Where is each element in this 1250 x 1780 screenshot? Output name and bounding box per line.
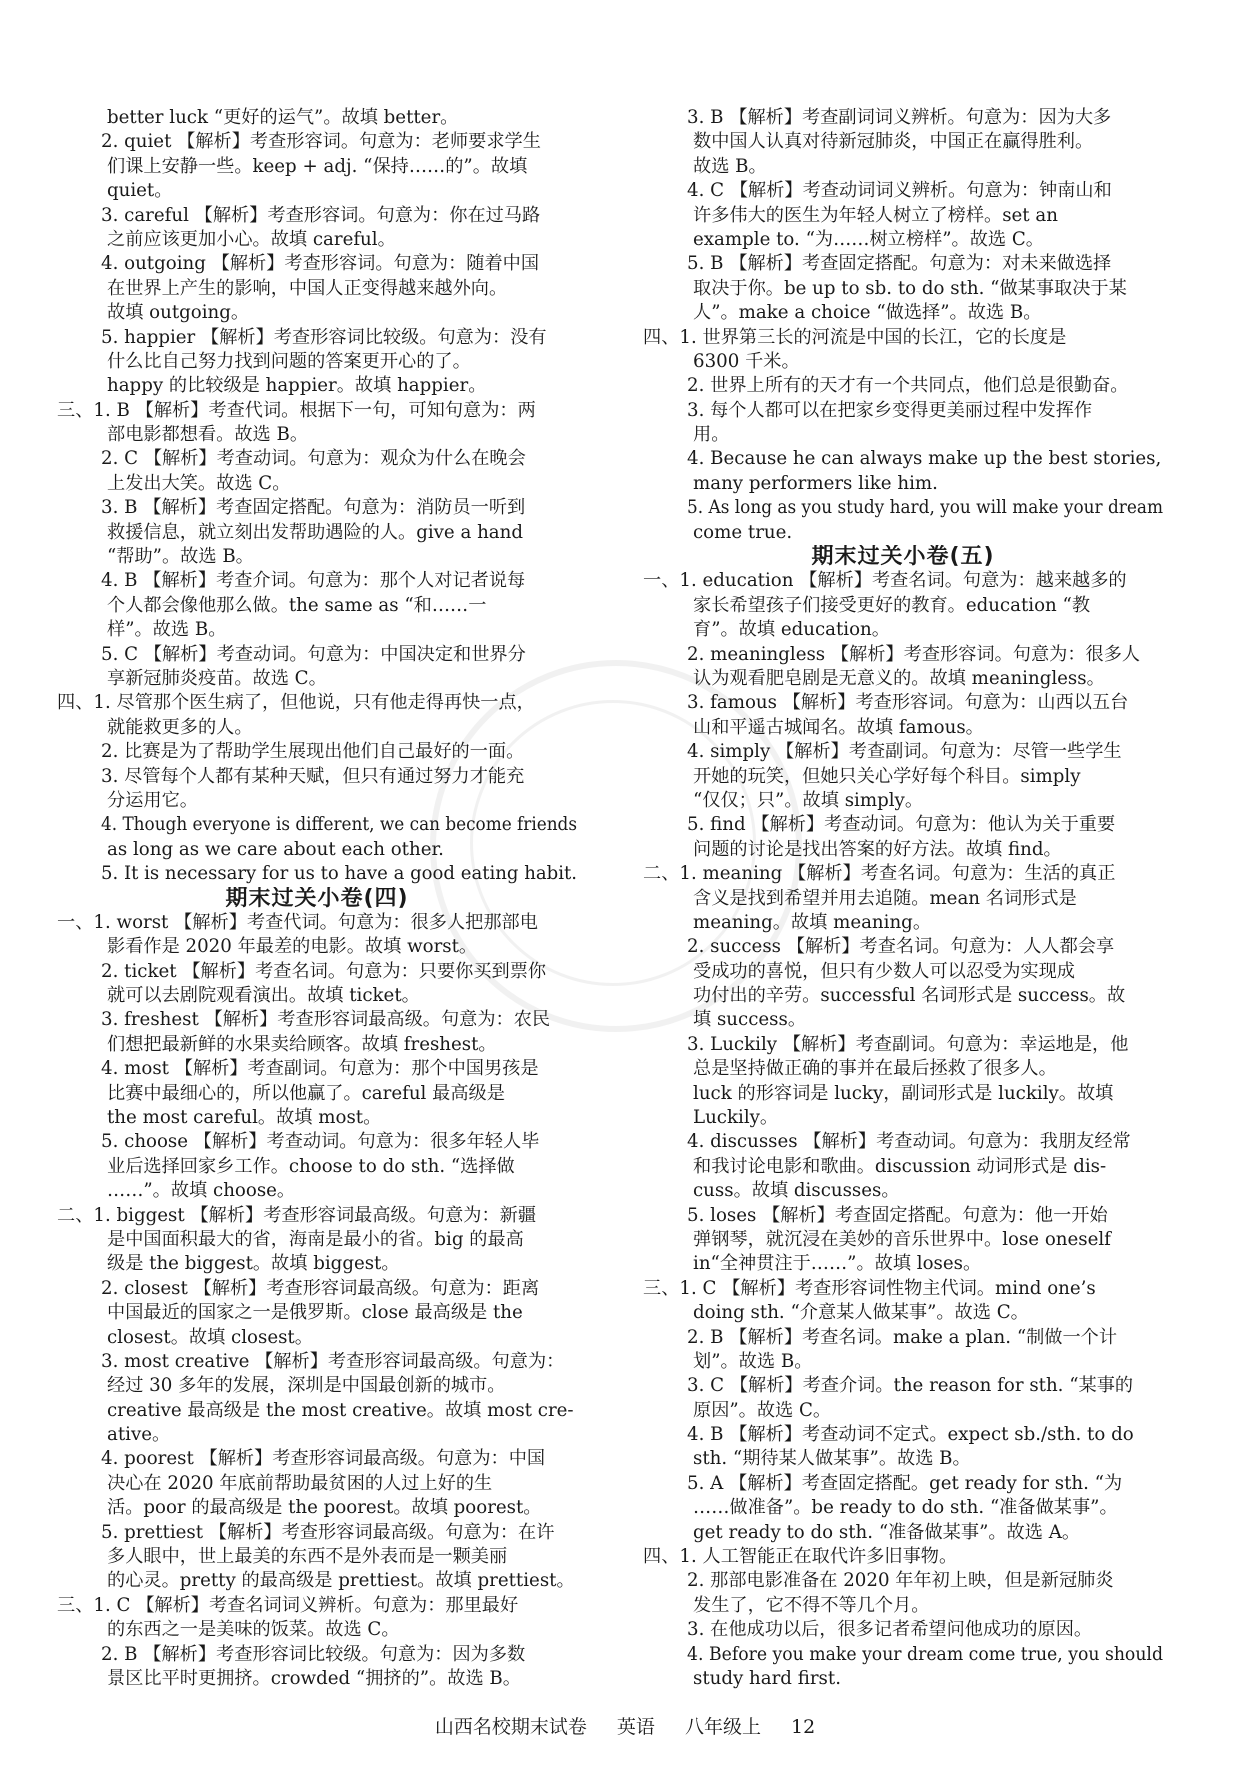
answer-line: 功付出的辛劳。successful 名词形式是 success。故 bbox=[693, 985, 1126, 1007]
answer-line: 5. A 【解析】考查固定搭配。get ready for sth. “为 bbox=[687, 1472, 1123, 1494]
answer-line: 5. loses 【解析】考查固定搭配。句意为：他一开始 bbox=[687, 1204, 1108, 1226]
answer-line: 总是坚持做正确的事并在最后拯救了很多人。 bbox=[693, 1058, 1057, 1080]
answer-line: 在世界上产生的影响，中国人正变得越来越外向。 bbox=[107, 277, 508, 299]
answer-line: 问题的讨论是找出答案的好方法。故填 find。 bbox=[693, 838, 1062, 860]
answer-line: 5. It is necessary for us to have a good eating habit. bbox=[101, 863, 577, 885]
answer-line: 3. careful 【解析】考查形容词。句意为：你在过马路 bbox=[101, 204, 541, 226]
answer-line: 5. choose 【解析】考查动词。句意为：很多年轻人毕 bbox=[101, 1131, 540, 1153]
answer-line: 4. discusses 【解析】考查动词。句意为：我朋友经常 bbox=[687, 1131, 1131, 1153]
answer-line: 5. happier 【解析】考查形容词比较级。句意为：没有 bbox=[101, 326, 547, 348]
answer-line: 影看作是 2020 年最差的电影。故填 worst。 bbox=[107, 936, 478, 958]
answer-line: 景区比平时更拥挤。crowded “拥挤的”。故选 B。 bbox=[107, 1668, 521, 1689]
answer-line: 5. find 【解析】考查动词。句意为：他认为关于重要 bbox=[687, 814, 1116, 836]
answer-line: 的东西之一是美味的饭菜。故选 C。 bbox=[107, 1619, 400, 1641]
answer-line: 和我讨论电影和歌曲。discussion 动词形式是 dis- bbox=[693, 1155, 1107, 1177]
answer-line: 4. Because he can always make up the best stories, bbox=[687, 448, 1162, 470]
answer-line: quiet。 bbox=[107, 180, 173, 202]
answer-line: 就可以去剧院观看演出。故填 ticket。 bbox=[107, 985, 420, 1007]
answer-line: 级是 the biggest。故填 biggest。 bbox=[107, 1253, 400, 1275]
answer-line: luck 的形容词是 lucky，副词形式是 luckily。故填 bbox=[693, 1082, 1114, 1104]
answer-line: 含义是找到希望并用去追随。mean 名词形式是 bbox=[693, 887, 1077, 909]
section-title: 期末过关小卷(四) bbox=[225, 886, 409, 911]
answer-line: “帮助”。故选 B。 bbox=[107, 546, 254, 568]
answer-line: 的心灵。pretty 的最高级是 prettiest。故填 prettiest。 bbox=[107, 1570, 575, 1592]
answer-line: 2. quiet 【解析】考查形容词。句意为：老师要求学生 bbox=[101, 131, 541, 153]
answer-line: 中国最近的国家之一是俄罗斯。close 最高级是 the bbox=[107, 1302, 523, 1324]
answer-line: 2. B 【解析】考查形容词比较级。句意为：因为多数 bbox=[101, 1643, 526, 1665]
answer-line: 三、1. C 【解析】考查名词词义辨析。句意为：那里最好 bbox=[57, 1594, 519, 1616]
answer-line: 3. Luckily 【解析】考查副词。句意为：幸运地是，他 bbox=[687, 1033, 1129, 1055]
answer-line: 部电影都想看。故选 B。 bbox=[107, 424, 309, 446]
answer-line: “仅仅；只”。故填 simply。 bbox=[693, 789, 924, 811]
answer-line: 家长希望孩子们接受更好的教育。education “教 bbox=[693, 594, 1091, 616]
answer-line: 故填 outgoing。 bbox=[107, 302, 250, 324]
answer-line: 育”。故填 education。 bbox=[693, 619, 890, 641]
answer-line: 2. meaningless 【解析】考查形容词。句意为：很多人 bbox=[687, 643, 1141, 665]
answer-line: 4. B 【解析】考查介词。句意为：那个人对记者说每 bbox=[101, 570, 526, 592]
footer-subject: 英语 bbox=[616, 1716, 655, 1738]
answer-line: creative 最高级是 the most creative。故填 most cre- bbox=[107, 1399, 574, 1421]
answer-line: 们想把最新鲜的水果卖给顾客。故填 freshest。 bbox=[107, 1033, 497, 1055]
answer-line: 3. C 【解析】考查介词。the reason for sth. “某事的 bbox=[687, 1375, 1134, 1397]
answer-line: 经过 30 多年的发展，深圳是中国最创新的城市。 bbox=[107, 1375, 506, 1397]
footer-page-number: 12 bbox=[791, 1716, 816, 1738]
answer-line: 们课上安静一些。keep + adj. “保持……的”。故填 bbox=[107, 155, 528, 177]
answer-line: 3. B 【解析】考查固定搭配。句意为：消防员一听到 bbox=[101, 497, 526, 519]
answer-line: 6300 千米。 bbox=[693, 350, 800, 372]
answer-line: the most careful。故填 most。 bbox=[107, 1107, 382, 1129]
answer-line: doing sth. “介意某人做某事”。故选 C。 bbox=[693, 1302, 1029, 1324]
answer-line: 二、1. meaning 【解析】考查名词。句意为：生活的真正 bbox=[643, 863, 1116, 885]
answer-line: 决心在 2020 年底前帮助最贫困的人过上好的生 bbox=[107, 1472, 493, 1494]
answer-line: happy 的比较级是 happier。故填 happier。 bbox=[107, 375, 487, 397]
answer-line: 二、1. biggest 【解析】考查形容词最高级。句意为：新疆 bbox=[57, 1204, 537, 1226]
answer-line: 多人眼中，世上最美的东西不是外表而是一颗美丽 bbox=[107, 1546, 508, 1568]
answer-line: ……”。故填 choose。 bbox=[107, 1180, 296, 1202]
answer-line: 四、1. 世界第三长的河流是中国的长江，它的长度是 bbox=[643, 326, 1067, 348]
answer-line: 2. B 【解析】考查名词。make a plan. “制做一个计 bbox=[687, 1326, 1118, 1348]
answer-line: 3. 在他成功以后，很多记者希望问他成功的原因。 bbox=[687, 1619, 1093, 1641]
answer-line: 2. closest 【解析】考查形容词最高级。句意为：距离 bbox=[101, 1277, 540, 1299]
answer-line: better luck “更好的运气”。故填 better。 bbox=[107, 107, 459, 128]
answer-line: 分运用它。 bbox=[107, 789, 198, 811]
answer-line: 一、1. worst 【解析】考查代词。句意为：很多人把那部电 bbox=[57, 911, 538, 933]
footer-grade: 八年级上 bbox=[684, 1716, 761, 1738]
answer-line: ative。 bbox=[107, 1424, 171, 1446]
answer-line: 2. 那部电影准备在 2020 年年初上映，但是新冠肺炎 bbox=[687, 1570, 1114, 1592]
answer-line: as long as we care about each other. bbox=[107, 838, 444, 860]
answer-line: 三、1. C 【解析】考查形容词性物主代词。mind one’s bbox=[643, 1277, 1096, 1299]
answer-line: 许多伟大的医生为年轻人树立了榜样。set an bbox=[693, 204, 1058, 226]
answer-line: in“全神贯注于……”。故填 loses。 bbox=[693, 1253, 982, 1275]
answer-line: 取决于你。be up to sb. to do sth. “做某事取决于某 bbox=[693, 277, 1127, 299]
answer-line: 5. C 【解析】考查动词。句意为：中国决定和世界分 bbox=[101, 643, 526, 665]
answer-line: come true. bbox=[693, 521, 793, 543]
answer-line: 3. 每个人都可以在把家乡变得更美丽过程中发挥作 bbox=[687, 399, 1093, 421]
answer-line: 3. freshest 【解析】考查形容词最高级。句意为：农民 bbox=[101, 1009, 551, 1031]
answer-line: 4. B 【解析】考查动词不定式。expect sb./sth. to do bbox=[687, 1424, 1134, 1446]
answer-line: 什么比自己努力找到问题的答案更开心的了。 bbox=[107, 350, 471, 372]
page-footer bbox=[0, 1712, 1250, 1739]
answer-line: 用。 bbox=[693, 424, 730, 446]
answer-line: 享新冠肺炎疫苗。故选 C。 bbox=[107, 667, 327, 689]
answer-line: study hard first. bbox=[693, 1668, 841, 1689]
answer-line: 个人都会像他那么做。the same as “和……一 bbox=[107, 594, 487, 616]
answer-line: 样”。故选 B。 bbox=[107, 619, 227, 641]
answer-line: 2. success 【解析】考查名词。句意为：人人都会享 bbox=[687, 936, 1115, 958]
answer-line: 2. C 【解析】考查动词。句意为：观众为什么在晚会 bbox=[101, 448, 526, 470]
left-column bbox=[57, 106, 577, 1691]
answer-line: 上发出大笑。故选 C。 bbox=[107, 472, 291, 494]
answer-line: meaning。故填 meaning。 bbox=[693, 911, 932, 933]
answer-line: 4. most 【解析】考查副词。句意为：那个中国男孩是 bbox=[101, 1058, 539, 1080]
answer-line: 5. B 【解析】考查固定搭配。句意为：对未来做选择 bbox=[687, 253, 1112, 275]
answer-line: 四、1. 人工智能正在取代许多旧事物。 bbox=[643, 1546, 958, 1568]
answer-line: example to. “为……树立榜样”。故选 C。 bbox=[693, 228, 1044, 250]
answer-line: get ready to do sth. “准备做某事”。故选 A。 bbox=[693, 1521, 1081, 1543]
answer-line: 3. most creative 【解析】考查形容词最高级。句意为： bbox=[101, 1350, 565, 1372]
answer-line: 比赛中最细心的，所以他赢了。careful 最高级是 bbox=[107, 1082, 505, 1104]
answer-line: 2. 比赛是为了帮助学生展现出他们自己最好的一面。 bbox=[101, 741, 525, 763]
answer-line: 4. poorest 【解析】考查形容词最高级。句意为：中国 bbox=[101, 1448, 546, 1470]
answer-line: 5. As long as you study hard, you will make your dream bbox=[687, 497, 1163, 519]
answer-line: 4. Though everyone is different, we can become friends bbox=[101, 814, 577, 836]
answer-line: 弹钢琴，就沉浸在美妙的音乐世界中。lose oneself bbox=[693, 1228, 1111, 1250]
answer-line: 3. B 【解析】考查副词词义辨析。句意为：因为大多 bbox=[687, 107, 1112, 128]
answer-line: 山和平遥古城闻名。故填 famous。 bbox=[693, 716, 984, 738]
answer-line: 2. ticket 【解析】考查名词。句意为：只要你买到票你 bbox=[101, 960, 547, 982]
answer-line: 三、1. B 【解析】考查代词。根据下一句，可知句意为：两 bbox=[57, 399, 536, 421]
answer-line: Luckily。 bbox=[693, 1107, 779, 1129]
answer-line: 发生了，它不得不等几个月。 bbox=[693, 1594, 930, 1616]
answer-line: 一、1. education 【解析】考查名词。句意为：越来越多的 bbox=[643, 570, 1127, 592]
answer-line: 故选 B。 bbox=[693, 155, 767, 177]
answer-line: 5. prettiest 【解析】考查形容词最高级。句意为：在许 bbox=[101, 1521, 555, 1543]
answer-line: 3. famous 【解析】考查形容词。句意为：山西以五台 bbox=[687, 692, 1129, 714]
answer-line: 活。poor 的最高级是 the poorest。故填 poorest。 bbox=[107, 1497, 542, 1519]
answer-line: 认为观看肥皂剧是无意义的。故填 meaningless。 bbox=[693, 667, 1105, 689]
answer-line: 就能救更多的人。 bbox=[107, 716, 253, 738]
footer-book: 山西名校期末试卷 bbox=[434, 1716, 587, 1738]
answer-line: 是中国面积最大的省，海南是最小的省。big 的最高 bbox=[107, 1228, 524, 1250]
right-column bbox=[643, 106, 1163, 1691]
answer-line: 救援信息，就立刻出发帮助遇险的人。give a hand bbox=[107, 521, 524, 543]
answer-line: 受成功的喜悦，但只有少数人可以忍受为实现成 bbox=[693, 960, 1075, 982]
answer-line: closest。故填 closest。 bbox=[107, 1326, 313, 1348]
answer-line: 3. 尽管每个人都有某种天赋，但只有通过努力才能充 bbox=[101, 765, 525, 787]
answer-line: 2. 世界上所有的天才有一个共同点，他们总是很勤奋。 bbox=[687, 375, 1129, 397]
answer-line: 数中国人认真对待新冠肺炎，中国正在赢得胜利。 bbox=[693, 131, 1094, 153]
answer-line: 人”。make a choice “做选择”。故选 B。 bbox=[693, 302, 1042, 324]
answer-line: 之前应该更加小心。故填 careful。 bbox=[107, 228, 396, 250]
answer-line: ……做准备”。be ready to do sth. “准备做某事”。 bbox=[693, 1497, 1118, 1519]
answer-line: 业后选择回家乡工作。choose to do sth. “选择做 bbox=[107, 1155, 515, 1177]
answer-line: 原因”。故选 C。 bbox=[693, 1399, 832, 1421]
answer-line: 4. Before you make your dream come true, you should bbox=[687, 1643, 1163, 1665]
answer-line: 划”。故选 B。 bbox=[693, 1350, 813, 1372]
answer-line: 四、1. 尽管那个医生病了，但他说，只有他走得再快一点， bbox=[57, 692, 535, 714]
answer-line: sth. “期待某人做某事”。故选 B。 bbox=[693, 1448, 971, 1470]
answer-line: 4. outgoing 【解析】考查形容词。句意为：随着中国 bbox=[101, 253, 540, 275]
answer-line: 4. C 【解析】考查动词词义辨析。句意为：钟南山和 bbox=[687, 180, 1112, 202]
answer-line: many performers like him. bbox=[693, 472, 938, 494]
answer-line: 4. simply 【解析】考查副词。句意为：尽管一些学生 bbox=[687, 741, 1122, 763]
answer-line: 填 success。 bbox=[693, 1009, 807, 1031]
answer-line: 开她的玩笑，但她只关心学好每个科目。simply bbox=[693, 765, 1081, 787]
section-title: 期末过关小卷(五) bbox=[811, 545, 995, 570]
answer-line: cuss。故填 discusses。 bbox=[693, 1180, 900, 1202]
